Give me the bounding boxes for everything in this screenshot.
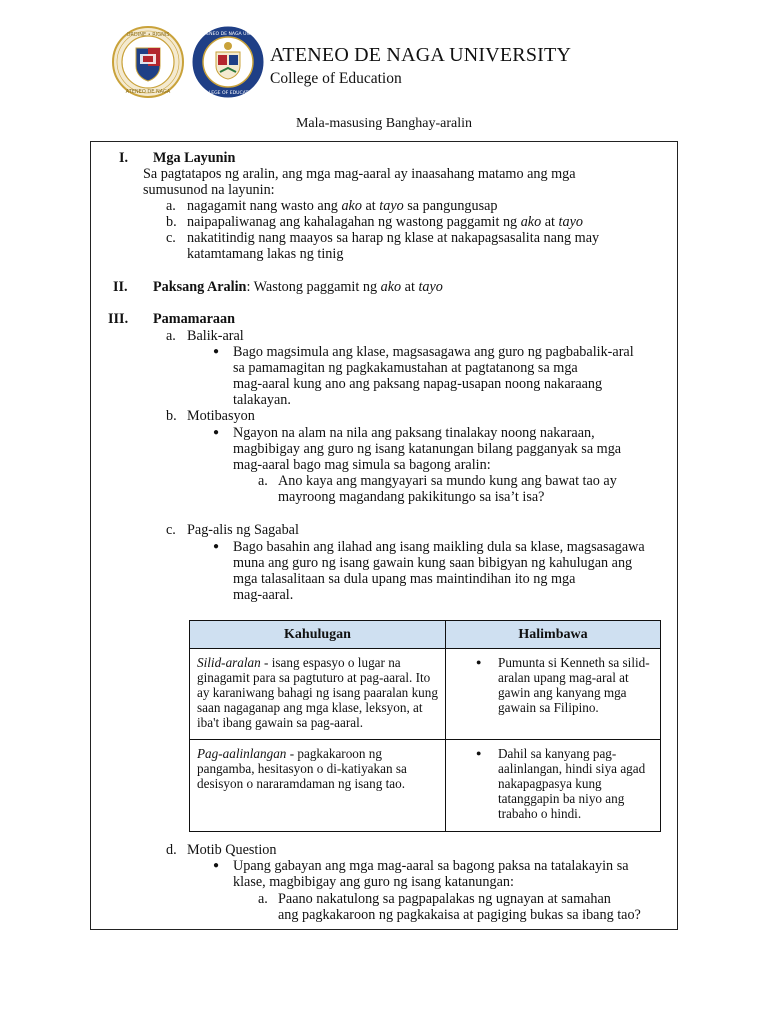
- section-2-line: Paksang Aralin: Wastong paggamit ng ako at tayo: [153, 279, 443, 295]
- college-of-education-seal-icon: [192, 26, 264, 98]
- objective-a: nagagamit nang wasto ang ako at tayo sa pangungusap: [187, 198, 498, 214]
- bullet-icon: ●: [476, 657, 482, 667]
- objective-c-line-2: katamtamang lakas ng tinig: [187, 246, 344, 262]
- objective-a-letter: a.: [166, 198, 176, 214]
- objective-b-letter: b.: [166, 214, 177, 230]
- letterhead: [112, 24, 672, 104]
- university-name: ATENEO DE NAGA UNIVERSITY: [270, 44, 572, 66]
- step-b-text-2: magbibigay ang guro ng isang katanungan bilang pagganyak sa mga: [233, 441, 622, 457]
- section-3-number: III.: [108, 311, 129, 327]
- step-c-text-3: mga talasalitaan sa dula upang mas maintindihan ito ng mga: [233, 571, 576, 587]
- step-a-text-4: talakayan.: [233, 392, 291, 408]
- section-3-title: Pamamaraan: [153, 311, 235, 327]
- step-a-title: Balik-aral: [187, 328, 244, 344]
- svg-text:ORDINE • RIGNIS: ORDINE • RIGNIS: [126, 32, 170, 38]
- step-b-question-letter: a.: [258, 473, 268, 489]
- section-1-title: Mga Layunin: [153, 150, 236, 166]
- step-a-text-2: sa pamamagitan ng pagkakamustahan at pagtatanong sa mga: [233, 360, 578, 376]
- bullet-icon: ●: [476, 748, 482, 758]
- college-name: College of Education: [270, 70, 402, 87]
- step-c-text-2: muna ang guro ng isang gawain kung saan bibigyan ng kahulugan ang: [233, 555, 633, 571]
- svg-text:COLLEGE OF EDUCATION: COLLEGE OF EDUCATION: [199, 91, 257, 96]
- section-1-intro-line-2: sumusunod na layunin:: [143, 182, 275, 198]
- step-b-text-3: mag-aaral bago mag simula sa bagong aralin:: [233, 457, 491, 473]
- section-1-number: I.: [119, 150, 129, 166]
- step-d-letter: d.: [166, 842, 177, 858]
- example-cell: ● Pumunta si Kenneth sa silid-aralan upang mag-aral at gawin ang kanyang mga gawain sa Filipino.: [446, 649, 661, 740]
- objective-b: naipapaliwanag ang kahalagahan ng wastong paggamit ng ako at tayo: [187, 214, 583, 230]
- objective-c-letter: c.: [166, 230, 176, 246]
- section-2-number: II.: [113, 279, 128, 295]
- step-b-text-1: Ngayon na alam na nila ang paksang tinalakay noong nakaraan,: [233, 425, 595, 441]
- step-b-letter: b.: [166, 408, 177, 424]
- step-d-question-2: ang pagkakaroon ng pagkakaisa at pagiging bukas sa ibang tao?: [278, 907, 641, 923]
- table-row: [190, 649, 661, 740]
- step-d-question-1: Paano nakatulong sa pagpapalakas ng ugnayan at samahan: [278, 891, 611, 907]
- table-header-row: [190, 621, 661, 649]
- definition-cell: Silid-aralan - isang espasyo o lugar na ginagamit para sa pagtuturo at pag-aaral. Ito ay karaniwang bahagi ng isang paaralan kung saan nagaganap ang mga klase, leksyon, at iba't ibang gawain sa pag-aaral.: [190, 649, 446, 740]
- step-a-letter: a.: [166, 328, 176, 344]
- step-d-title: Motib Question: [187, 842, 277, 858]
- step-c-letter: c.: [166, 522, 176, 538]
- step-c-text-1: Bago basahin ang ilahad ang isang maikling dula sa klase, magsasagawa: [233, 539, 645, 555]
- step-d-text-2: klase, magbibigay ang guro ng isang katanungan:: [233, 874, 514, 890]
- svg-text:ATENEO DE NAGA: ATENEO DE NAGA: [125, 89, 171, 95]
- step-d-question-letter: a.: [258, 891, 268, 907]
- example-cell: ● Dahil sa kanyang pag-aalinlangan, hindi siya agad nakapagpasya kung tatanggapin ba niyo ang trabaho o hindi.: [446, 740, 661, 832]
- bullet-icon: ●: [213, 541, 220, 552]
- bullet-icon: ●: [213, 860, 220, 871]
- section-2-title: Paksang Aralin: [153, 279, 247, 295]
- section-1-intro-line-1: Sa pagtatapos ng aralin, ang mga mag-aaral ay inaasahang matamo ang mga: [143, 166, 576, 182]
- bullet-icon: ●: [213, 427, 220, 438]
- bullet-icon: ●: [213, 346, 220, 357]
- column-header-halimbawa: Halimbawa: [446, 621, 661, 649]
- ateneo-seal-icon: [112, 26, 184, 98]
- step-c-title: Pag-alis ng Sagabal: [187, 522, 299, 538]
- step-b-title: Motibasyon: [187, 408, 255, 424]
- vocabulary-table: [189, 620, 661, 832]
- step-c-text-4: mag-aaral.: [233, 587, 294, 603]
- step-b-question-1: Ano kaya ang mangyayari sa mundo kung ang bawat tao ay: [278, 473, 617, 489]
- vocab-term: Silid-aralan: [197, 655, 261, 670]
- table-row: [190, 740, 661, 832]
- svg-text:ATENEO DE NAGA UNIV.: ATENEO DE NAGA UNIV.: [200, 32, 256, 37]
- column-header-kahulugan: Kahulugan: [190, 621, 446, 649]
- document-title: Mala-masusing Banghay-aralin: [295, 116, 473, 131]
- step-b-question-2: mayroong magandang pakikitungo sa isa’t isa?: [278, 489, 545, 505]
- objective-c-line-1: nakatitindig nang maayos sa harap ng klase at nakapagsasalita nang may: [187, 230, 600, 246]
- vocab-term: Pag-aalinlangan: [197, 746, 287, 761]
- step-a-text-1: Bago magsimula ang klase, magsasagawa ang guro ng pagbabalik-aral: [233, 344, 634, 360]
- step-a-text-3: mag-aaral kung ano ang paksang napag-usapan noong nakaraang: [233, 376, 603, 392]
- step-d-text-1: Upang gabayan ang mga mag-aaral sa bagong paksa na tatalakayin sa: [233, 858, 629, 874]
- definition-cell: Pag-aalinlangan - pagkakaroon ng pangamba, hesitasyon o di-katiyakan sa desisyon o nararamdaman ng isang tao.: [190, 740, 446, 832]
